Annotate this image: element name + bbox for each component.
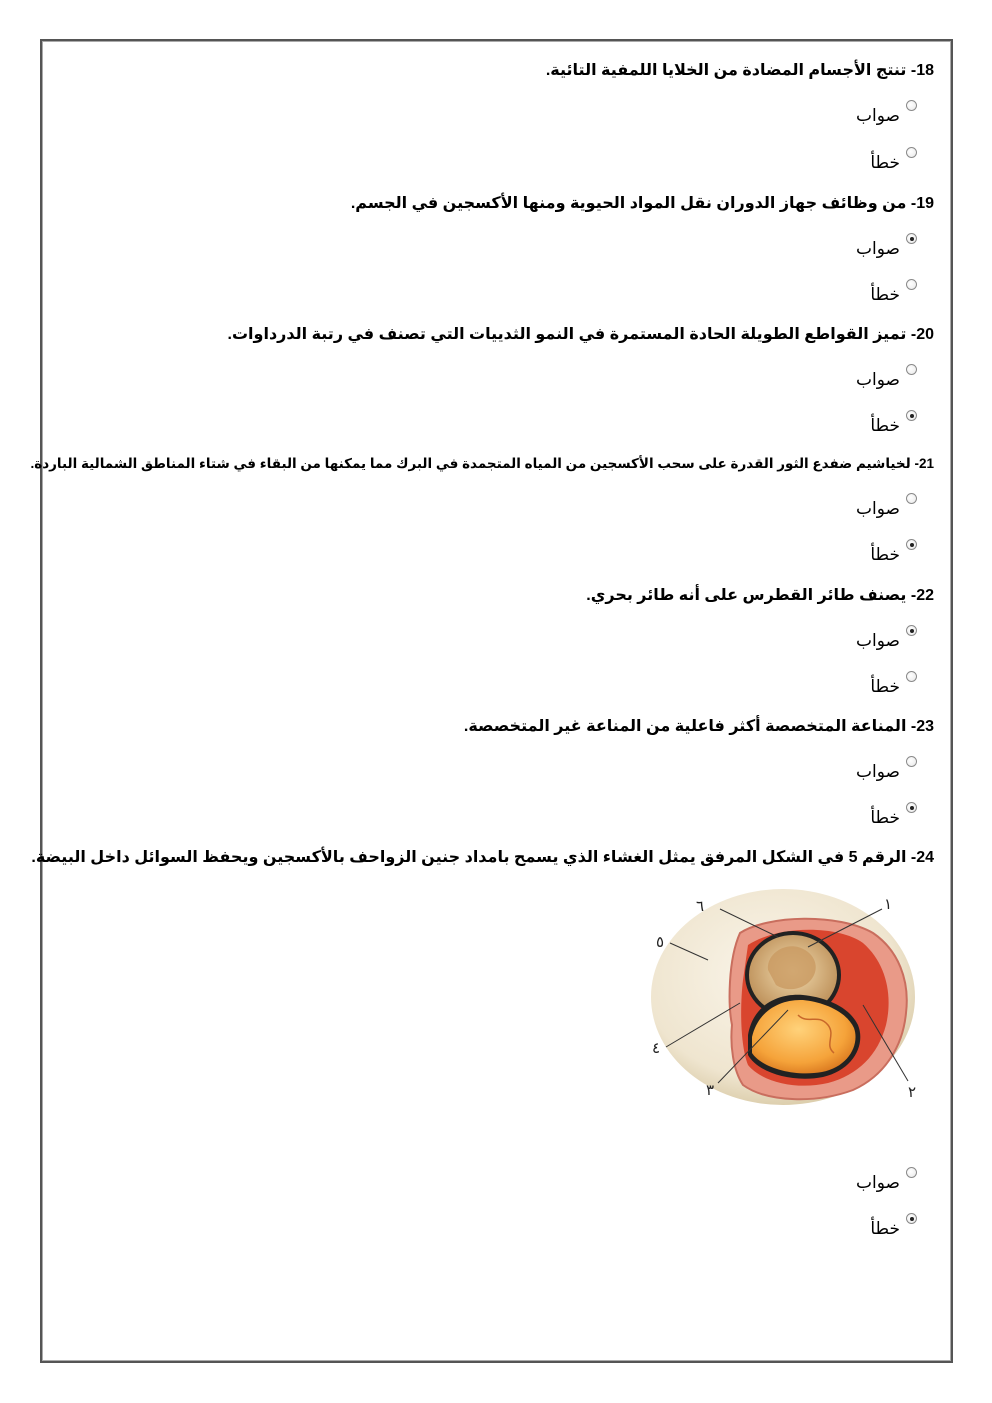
question-24-option-true[interactable] (856, 1173, 917, 1193)
radio-button[interactable] (906, 147, 917, 158)
question-19-text: 19- من وظائف جهاز الدوران نقل المواد الحيوية ومنها الأكسجين في الجسم. (350, 195, 934, 212)
option-label-true: صواب (856, 1173, 900, 1192)
question-21-option-true[interactable] (856, 499, 917, 519)
question-18-option-false[interactable] (870, 153, 917, 173)
question-18-option-true[interactable] (856, 106, 917, 126)
question-23-text: 23- المناعة المتخصصة أكثر فاعلية من المناعة غير المتخصصة. (463, 718, 934, 735)
radio-button-selected[interactable] (906, 233, 917, 244)
page-border (40, 39, 953, 1363)
radio-button-selected[interactable] (906, 539, 917, 550)
option-label-true: صواب (856, 499, 900, 518)
radio-button-selected[interactable] (906, 410, 917, 421)
radio-button-selected[interactable] (906, 625, 917, 636)
option-label-true: صواب (856, 762, 900, 781)
radio-button[interactable] (906, 279, 917, 290)
question-19-option-true[interactable] (856, 239, 917, 259)
option-label-false: خطأ (870, 677, 900, 696)
question-23-option-true[interactable] (856, 762, 917, 782)
question-20-option-true[interactable] (856, 370, 917, 390)
question-22-text: 22- يصنف طائر القطرس على أنه طائر بحري. (586, 587, 934, 604)
label-4: ٤ (652, 1039, 661, 1057)
question-18-text: 18- تنتج الأجسام المضادة من الخلايا اللمفية التائية. (545, 62, 934, 79)
option-label-false: خطأ (870, 808, 900, 827)
option-label-false: خطأ (870, 416, 900, 435)
question-21-text: 21- لخياشيم ضفدع الثور القدرة على سحب الأكسجين من المياه المتجمدة في البرك مما يمكنها من البقاء في شتاء المناطق الشمالية الباردة. (30, 456, 934, 471)
question-23-option-false[interactable] (870, 808, 917, 828)
reptile-egg-diagram (648, 885, 928, 1110)
question-22-option-false[interactable] (870, 677, 917, 697)
radio-button[interactable] (906, 1167, 917, 1178)
radio-button[interactable] (906, 756, 917, 767)
option-label-false: خطأ (870, 153, 900, 172)
option-label-true: صواب (856, 239, 900, 258)
radio-button[interactable] (906, 364, 917, 375)
option-label-false: خطأ (870, 545, 900, 564)
radio-button[interactable] (906, 493, 917, 504)
question-22-option-true[interactable] (856, 631, 917, 651)
option-label-false: خطأ (870, 285, 900, 304)
option-label-true: صواب (856, 631, 900, 650)
question-20-option-false[interactable] (870, 416, 917, 436)
option-label-true: صواب (856, 370, 900, 389)
radio-button-selected[interactable] (906, 1213, 917, 1224)
label-1: ١ (884, 895, 893, 913)
radio-button[interactable] (906, 671, 917, 682)
label-5: ٥ (656, 933, 665, 951)
radio-button[interactable] (906, 100, 917, 111)
question-24-text: 24- الرقم 5 في الشكل المرفق يمثل الغشاء الذي يسمح بامداد جنين الزواحف بالأكسجين ويحفظ السوائل داخل البيضة. (31, 849, 934, 866)
radio-button-selected[interactable] (906, 802, 917, 813)
label-6: ٦ (696, 897, 705, 915)
option-label-true: صواب (856, 106, 900, 125)
question-20-text: 20- تميز القواطع الطويلة الحادة المستمرة في النمو الثدييات التي تصنف في رتبة الدرداوات. (227, 326, 934, 343)
label-2: ٢ (908, 1083, 917, 1101)
question-21-option-false[interactable] (870, 545, 917, 565)
question-19-option-false[interactable] (870, 285, 917, 305)
label-3: ٣ (706, 1081, 715, 1099)
option-label-false: خطأ (870, 1219, 900, 1238)
question-24-option-false[interactable] (870, 1219, 917, 1239)
